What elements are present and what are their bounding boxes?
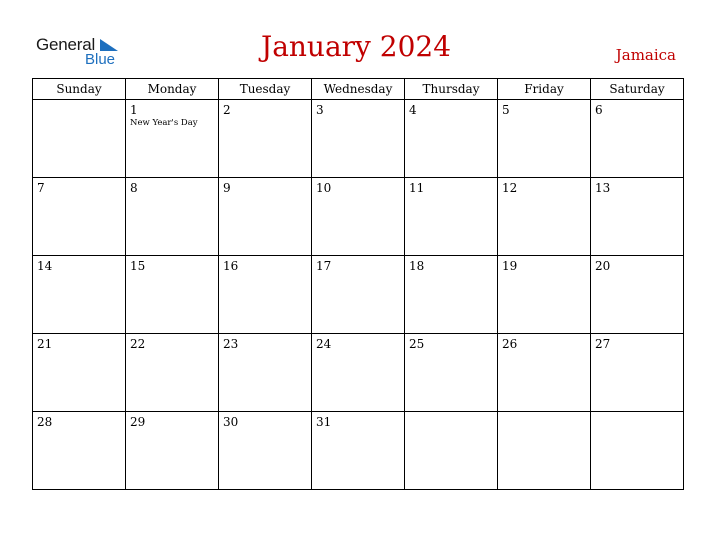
day-cell bbox=[312, 178, 405, 256]
day-cell bbox=[591, 100, 684, 178]
day-cell bbox=[498, 256, 591, 334]
day-cell bbox=[312, 412, 405, 490]
empty-day-cell bbox=[498, 412, 591, 490]
day-number: 22 bbox=[130, 337, 146, 351]
day-cell bbox=[126, 178, 219, 256]
day-number: 12 bbox=[502, 181, 518, 195]
day-number: 26 bbox=[502, 337, 518, 351]
day-cell bbox=[312, 334, 405, 412]
day-number: 23 bbox=[223, 337, 239, 351]
day-cell bbox=[219, 178, 312, 256]
logo-text-general: General bbox=[36, 35, 96, 54]
day-cell bbox=[591, 178, 684, 256]
day-number: 1 bbox=[130, 103, 138, 117]
day-cell bbox=[591, 256, 684, 334]
day-cell bbox=[219, 334, 312, 412]
week-row bbox=[33, 100, 684, 178]
day-number: 7 bbox=[37, 181, 45, 195]
empty-day-cell bbox=[33, 100, 126, 178]
weekday-header: Saturday bbox=[591, 79, 684, 100]
empty-day-cell bbox=[591, 412, 684, 490]
day-cell bbox=[405, 178, 498, 256]
day-number: 13 bbox=[595, 181, 611, 195]
day-cell bbox=[33, 334, 126, 412]
day-cell bbox=[219, 100, 312, 178]
day-number: 3 bbox=[316, 103, 324, 117]
day-number: 25 bbox=[409, 337, 425, 351]
page-title: January 2024 bbox=[260, 30, 452, 63]
week-row bbox=[33, 334, 684, 412]
day-cell bbox=[126, 412, 219, 490]
day-cell bbox=[405, 334, 498, 412]
day-cell bbox=[219, 256, 312, 334]
day-cell bbox=[33, 178, 126, 256]
day-cell bbox=[405, 100, 498, 178]
day-cell bbox=[312, 256, 405, 334]
day-cell bbox=[219, 412, 312, 490]
day-number: 6 bbox=[595, 103, 603, 117]
day-cell bbox=[498, 334, 591, 412]
day-number: 30 bbox=[223, 415, 239, 429]
day-cell bbox=[405, 256, 498, 334]
day-cell bbox=[591, 334, 684, 412]
logo-text-blue: Blue bbox=[85, 51, 116, 68]
day-cell bbox=[126, 100, 219, 178]
day-cell bbox=[312, 100, 405, 178]
day-number: 5 bbox=[502, 103, 510, 117]
day-number: 18 bbox=[409, 259, 425, 273]
holiday-label: New Year's Day bbox=[130, 118, 198, 128]
week-row bbox=[33, 412, 684, 490]
day-number: 27 bbox=[595, 337, 611, 351]
country-label: Jamaica bbox=[615, 46, 676, 64]
day-number: 9 bbox=[223, 181, 231, 195]
day-cell bbox=[498, 178, 591, 256]
day-cell bbox=[126, 334, 219, 412]
day-cell bbox=[33, 256, 126, 334]
day-cell bbox=[498, 100, 591, 178]
weekday-header-row bbox=[33, 79, 684, 100]
day-number: 24 bbox=[316, 337, 332, 351]
day-number: 16 bbox=[223, 259, 239, 273]
weekday-header: Thursday bbox=[405, 79, 498, 100]
day-number: 14 bbox=[37, 259, 53, 273]
week-row bbox=[33, 256, 684, 334]
day-number: 19 bbox=[502, 259, 518, 273]
day-cell bbox=[126, 256, 219, 334]
day-number: 2 bbox=[223, 103, 231, 117]
day-number: 28 bbox=[37, 415, 53, 429]
day-number: 8 bbox=[130, 181, 138, 195]
weekday-header: Friday bbox=[498, 79, 591, 100]
day-number: 21 bbox=[37, 337, 53, 351]
day-number: 15 bbox=[130, 259, 146, 273]
calendar-grid bbox=[32, 78, 684, 490]
day-number: 10 bbox=[316, 181, 332, 195]
weekday-header: Tuesday bbox=[219, 79, 312, 100]
week-row bbox=[33, 178, 684, 256]
weekday-header: Wednesday bbox=[312, 79, 405, 100]
weekday-header: Monday bbox=[126, 79, 219, 100]
empty-day-cell bbox=[405, 412, 498, 490]
day-number: 20 bbox=[595, 259, 611, 273]
day-number: 11 bbox=[409, 181, 425, 195]
weekday-header: Sunday bbox=[33, 79, 126, 100]
day-number: 31 bbox=[316, 415, 332, 429]
day-cell bbox=[33, 412, 126, 490]
day-number: 29 bbox=[130, 415, 146, 429]
day-number: 17 bbox=[316, 259, 332, 273]
day-number: 4 bbox=[409, 103, 417, 117]
